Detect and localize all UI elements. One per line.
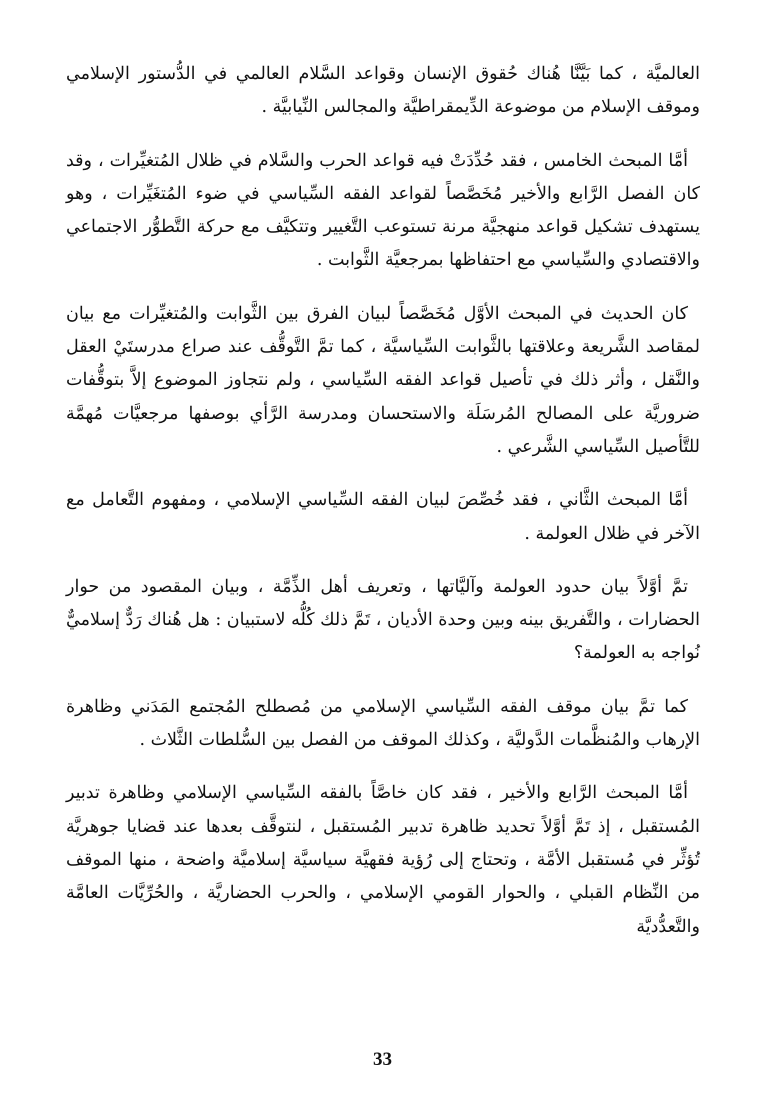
- page-number: 33: [373, 1049, 392, 1070]
- page-body: [66, 58, 700, 964]
- paragraph-2: أمَّا المبحث الخامس ، فقد حُدِّدَتْ فيه قواعد الحرب والسَّلام في ظلال المُتغيِّرات ، وقد كان الفصل الرَّابع والأخير مُخَصَّصاً لقواعد الفقه السِّياسي في ضوء المُتغَيِّرات ، وهو يستهدف تشكيل قواعد منهجيَّة مرنة تستوعب التَّغيير وتتكيَّف مع حركة التَّطوُّر الاجتماعي والاقتصادي والسِّياسي مع احتفاظها بمرجعيَّة الثَّوابت .: [66, 150, 700, 271]
- paragraph-5: تمَّ أوَّلاً بيان حدود العولمة وآليَّاتها ، وتعريف أهل الذِّمَّة ، وبيان المقصود من حوار الحضارات ، والتَّفريق بينه وبين وحدة الأديان ، تَمَّ ذلك كُلُّه لاستبيان : هل هُناك رَدٌّ إسلاميٌّ نُواجه به العولمة؟: [66, 576, 700, 664]
- paragraph-6: كما تمَّ بيان موقف الفقه السِّياسي الإسلامي من مُصطلح المُجتمع المَدَني وظاهرة الإرهاب والمُنظَّمات الدَّوليَّة ، وكذلك الموقف من الفصل بين السُّلطات الثَّلاث .: [66, 696, 700, 751]
- paragraph-1: العالميَّة ، كما بَيَّنَّا هُناك حُقوق الإنسان وقواعد السَّلام العالمي في الدُّستور الإسلامي وموقف الإسلام من موضوعة الدِّيمقراطيَّة والمجالس النِّيابيَّة .: [66, 64, 700, 118]
- paragraph-3: كان الحديث في المبحث الأوَّل مُخَصَّصاً لبيان الفرق بين الثَّوابت والمُتغيِّرات مع بيان لمقاصد الشَّريعة وعلاقتها بالثَّوابت السِّياسيَّة ، كما تمَّ التَّوقُّف عند صراع مدرستَيْ العقل والنَّقل ، وأثر ذلك في تأصيل قواعد الفقه السِّياسي ، ولم نتجاوز الموضوع إلاَّ بتوقُّفات ضروريَّة على المصالح المُرسَلَة والاستحسان ومدرسة الرَّأي بوصفها مرجعيَّات مُهمَّة للتَّأصيل السِّياسي الشَّرعي .: [66, 303, 700, 457]
- paragraph-4: أمَّا المبحث الثَّاني ، فقد خُصِّصَ لبيان الفقه السِّياسي الإسلامي ، ومفهوم التَّعامل مع الآخر في ظلال العولمة .: [66, 490, 700, 544]
- paragraph-7: أمَّا المبحث الرَّابع والأخير ، فقد كان خاصَّاً بالفقه السِّياسي الإسلامي وظاهرة تدبير المُستقبل ، إذ تَمَّ أوَّلاً تحديد ظاهرة تدبير المُستقبل ، لنتوقَّف بعدها عند قضايا جوهريَّة تُؤثِّر في مُستقبل الأمَّة ، وتحتاج إلى رُؤية فقهيَّة سياسيَّة إسلاميَّة واضحة ، منها الموقف من النِّظام القبلي ، والحوار القومي الإسلامي ، والحرب الحضاريَّة ، والحُرِّيَّات العامَّة والتَّعدُّديَّة: [66, 783, 700, 937]
